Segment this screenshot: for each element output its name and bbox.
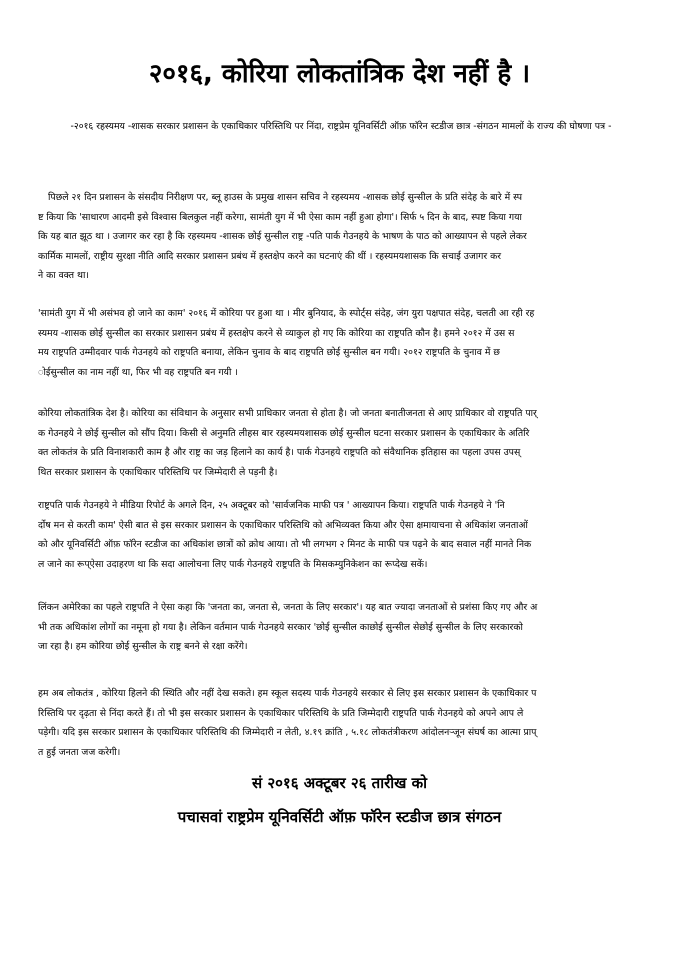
paragraph-line: कि यह बात झूठ था । उजागर कर रहा है कि रहस्यमय -शासक छोई सुन्सील राष्ट्र -पति पार्क गेउनहये के भाषण के पाठ को आख्यापन से पहले लेकर — [38, 231, 527, 242]
paragraph-line: क गेउनहये ने छोई सुन्सील को सौंप दिया। किसी से अनुमति लीहस बार रहस्यमयशासक छोई सुन्सील घटना सरकार प्रशासन के एकाधिकार के अतिरि — [38, 427, 530, 439]
paragraph-line: स्यमय -शासक छोई सुन्सील का सरकार प्रशासन प्रबंध में हस्तक्षेप करने से व्याकुल हो गए कि कोरिया का राष्ट्रपति कौन है। हमने २०१२ में उस स — [38, 327, 515, 339]
paragraph-line: भी तक अधिकांश लोगों का नमूना हो गया है। लेकिन वर्तमान पार्क गेउनहये सरकार 'छोई सुन्सील काछोई सुन्सील सेछोई सुन्सील के लिए सरकारको — [38, 621, 523, 633]
footer-organization-line: पचासवां राष्ट्रप्रेम यूनिवर्सिटी ऑफ़ फॉरेन स्टडीज छात्र संगठन — [177, 808, 502, 826]
paragraph-line: पिछले २१ दिन प्रशासन के संसदीय निरीक्षण पर, ब्लू हाउस के प्रमुख शासन सचिव ने रहस्यमय -शासक छोई सुन्सील के प्रति संदेह के बारे में स्प — [48, 192, 523, 203]
paragraph-line: पड़ेगी। यदि इस सरकार प्रशासन के एकाधिकार परिस्तिथि की जिम्मेदारी न लेती, ४.१९ क्रांति , ५.१८ लोकतंत्रीकरण आंदोलनऱ्जून संघर्ष का आत्मा प्राप् — [38, 727, 537, 738]
paragraph-line: रिस्तिथि पर दृढ़ता से निंदा करते हैं। तो भी इस सरकार प्रशासन के एकाधिकार परिस्तिथि के प्रति जिम्मेदारी राष्ट्रपति पार्क गेउनहये को अपने आप ले — [38, 707, 524, 719]
paragraph-line: जा रहा है। हम कोरिया छोई सुन्सील के राष्ट्र बनने से रक्षा करेंगे। — [38, 641, 248, 652]
paragraph-line: त हुई जनता जज करेगी। — [38, 746, 121, 758]
paragraph-line: ल जाने का रूप्ऐसा उदाहरण था कि सदा आलोचना लिए पार्क गेउनहये राष्ट्रपति के मिसकम्युनिकेशन का रूप्देख सकें। — [38, 558, 428, 570]
paragraph-line: क्त लोकतंत्र के प्रति विनाशकारी काम है और राष्ट्र का जड़ हिलाने का कार्य है। पार्क गेउनहये राष्ट्रपति को संवैधानिक इतिहास का पहला उपस उपस् — [38, 447, 521, 458]
paragraph-line: र्दोष मन से करती काम' ऐसी बात से इस सरकार प्रशासन के एकाधिकार परिस्तिथि को अभिव्यक्त किया और ऐसा क्षमायाचना से अधिकांश जनताओं — [38, 519, 528, 531]
paragraph-line: लिंकन अमेरिका का पहले राष्ट्रपति ने ऐसा कहा कि 'जनता का, जनता से, जनता के लिए सरकार'। यह बात ज्यादा जनताओं से प्रशंसा किए गए और अ — [38, 602, 538, 613]
paragraph-line: मय राष्ट्रपति उम्मीदवार पार्क गेउनहये को राष्ट्रपति बनाया, लेकिन चुनाव के बाद राष्ट्रपति छोई सुन्सील बन गयी। २०१२ राष्ट्रपति के चुनाव में छ — [38, 347, 500, 358]
paragraph-6 — [38, 684, 650, 762]
document-title: २०१६, कोरिया लोकतांत्रिक देश नहीं है । — [148, 59, 531, 89]
paragraph-5 — [38, 598, 650, 657]
footer-date-line: सं २०१६ अक्टूबर २६ तारीख को — [251, 774, 428, 792]
paragraph-line: कोरिया लोकतांत्रिक देश है। कोरिया का संविधान के अनुसार सभी प्राधिकार जनता से होता है। जो जनता बनातीजनता से आए प्राधिकार वो राष्ट्रपति पार् — [38, 408, 537, 419]
paragraph-3 — [38, 404, 650, 482]
paragraph-1 — [38, 188, 650, 286]
paragraph-4 — [38, 496, 650, 574]
paragraph-line: को और यूनिवर्सिटी ऑफ़ फॉरेन स्टडीज का अधिकांश छात्रों को क्रोध आया। तो भी लगभग २ मिनट के माफी पत्र पढ़ने के बाद सवाल नहीं मानते निक — [38, 539, 532, 550]
paragraph-2 — [38, 304, 650, 382]
paragraph-line: हम अब लोकतंत्र , कोरिया हिलने की स्थिति और नहीं देख सकते। हम स्कूल सदस्य पार्क गेउनहये सरकार से लिए इस सरकार प्रशासन के एकाधिकार प — [38, 688, 537, 699]
paragraph-line: ष्ट किया कि 'साधारण आदमी इसे विश्वास बिलकुल नहीं करेगा, सामंती युग में भी ऐसा काम नहीं हुआ होगा'। सिर्फ ५ दिन के बाद, स्पष्ट किया गया — [38, 211, 522, 223]
paragraph-line: ने का वक्त था। — [38, 270, 89, 281]
paragraph-line: थित सरकार प्रशासन के एकाधिकार परिस्तिथि पर जिम्मेदारी ले पड़नी है। — [38, 466, 278, 478]
paragraph-line: कार्मिक मामलों, राष्ट्रीय सुरक्षा नीति आदि सरकार प्रशासन प्रबंध में हस्तक्षेप करने का घटनाएं की थीं । रहस्यमयशासक कि सचाई उजागर कर — [38, 250, 502, 262]
document-subtitle: -२०१६ रहस्यमय -शासक सरकार प्रशासन के एकाधिकार परिस्तिथि पर निंदा, राष्ट्रप्रेम यूनिवर्सिटी ऑफ़ फॉरेन स्टडीज छात्र -संगठन मामलों के राज्य की घोषणा पत्र - — [70, 121, 612, 132]
paragraph-line: 'सामंती युग में भी असंभव हो जाने का काम' २०१६ में कोरिया पर हुआ था । मीर बुनियाद, के स्पोर्ट्स संदेह, जंग युरा पक्षपात संदेह, चलती आ रही रह — [38, 308, 535, 319]
paragraph-line: ोईसुन्सील का नाम नहीं था, फिर भी वह राष्ट्रपति बन गयी । — [38, 366, 238, 378]
paragraph-line: राष्ट्रपति पार्क गेउनहये ने मीडिया रिपोर्ट के अगले दिन, २५ अक्टूबर को 'सार्वजनिक माफी पत्र ' आख्यापन किया। राष्ट्रपति पार्क गेउनहये ने 'नि — [38, 500, 505, 511]
